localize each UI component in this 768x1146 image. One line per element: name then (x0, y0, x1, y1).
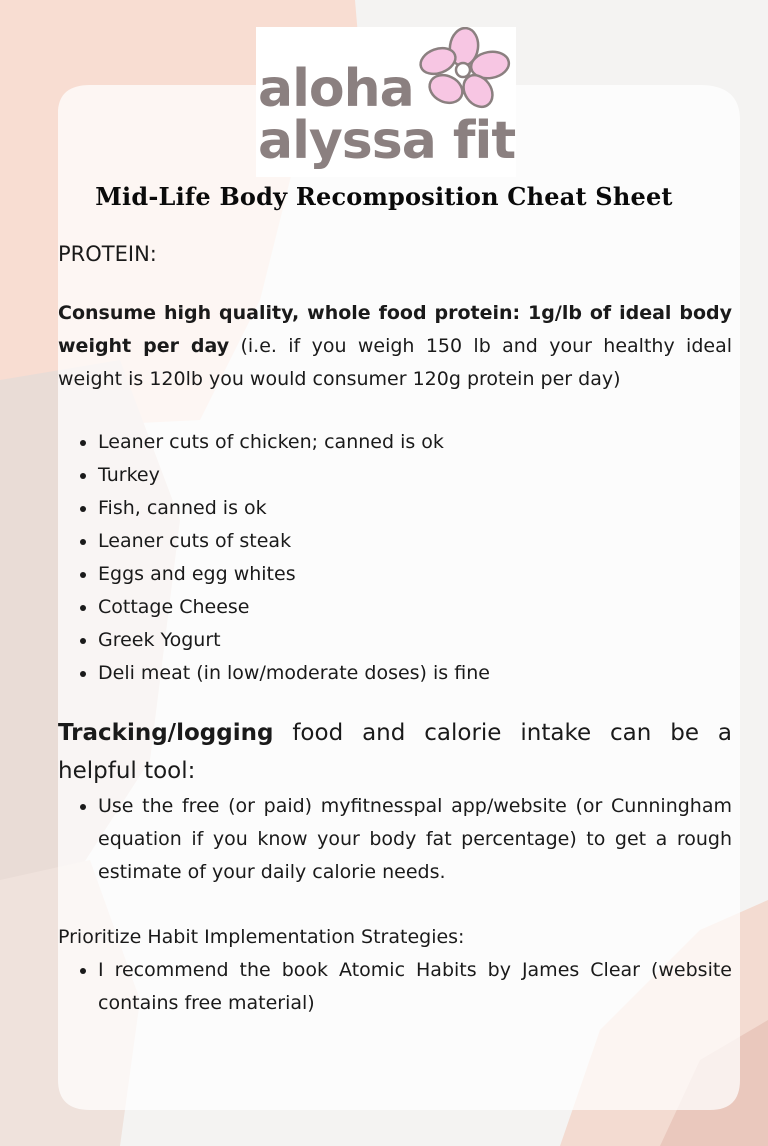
list-item: I recommend the book Atomic Habits by James Clear (website contains free material) (98, 954, 732, 1020)
protein-list (58, 426, 732, 690)
tracking-heading-bold: Tracking/logging (58, 720, 274, 746)
habits-list (58, 954, 732, 1020)
tracking-heading (58, 714, 732, 790)
logo-text-line-1: aloha (258, 59, 414, 119)
list-item: Cottage Cheese (98, 591, 732, 624)
logo-text-line-2: alyssa fit (258, 111, 516, 171)
main-content (58, 238, 732, 1020)
aloha-alyssa-fit-logo (256, 27, 516, 177)
list-item: Turkey (98, 459, 732, 492)
list-item: Use the free (or paid) myfitnesspal app/website (or Cunningham equation if you know your body fat percentage) to get a rough estimate of your daily calorie needs. (98, 790, 732, 889)
page-title: Mid-Life Body Recomposition Cheat Sheet (95, 182, 673, 211)
list-item: Eggs and egg whites (98, 558, 732, 591)
plumeria-flower-icon (416, 27, 512, 109)
list-item: Fish, canned is ok (98, 492, 732, 525)
list-item: Leaner cuts of steak (98, 525, 732, 558)
list-item: Leaner cuts of chicken; canned is ok (98, 426, 732, 459)
list-item: Deli meat (in low/moderate doses) is fine (98, 657, 732, 690)
protein-heading: PROTEIN: (58, 242, 157, 266)
list-item: Greek Yogurt (98, 624, 732, 657)
protein-description-rest: (i.e. if you weigh 150 lb and your healthy ideal weight is 120lb you would consumer 120g protein per day) (58, 335, 732, 390)
tracking-heading-rest: food and calorie intake can be a helpful tool: (58, 720, 732, 784)
habits-heading: Prioritize Habit Implementation Strategies: (58, 926, 465, 948)
protein-description-bold: Consume high quality, whole food protein: 1g/lb of ideal body weight per day (58, 302, 732, 357)
protein-description (58, 297, 732, 396)
tracking-list (58, 790, 732, 889)
